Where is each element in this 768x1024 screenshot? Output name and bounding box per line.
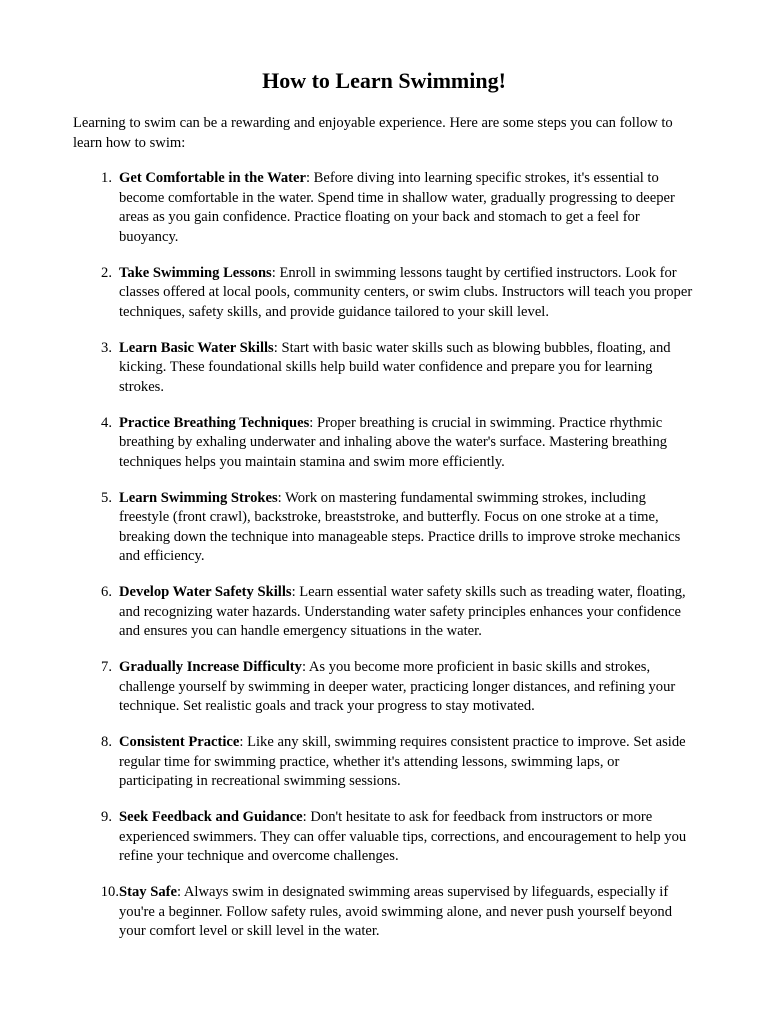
step-text: : Don't hesitate to ask for feedback from instructors or more experienced swimmers. They can offer valuable tips, corrections, and encouragement to help you refine your technique and overcome challenges. xyxy=(119,809,687,864)
step-text: : Proper breathing is crucial in swimming. Practice rhythmic breathing by exhaling underwater and inhaling above the water's surface. Mastering breathing techniques helps you maintain stamina and swim more efficiently. xyxy=(119,414,668,470)
step-title: Learn Swimming Strokes xyxy=(119,489,278,506)
step-number: 4. xyxy=(101,414,112,431)
step-title: Take Swimming Lessons xyxy=(119,264,272,281)
step-title: Practice Breathing Techniques xyxy=(119,414,310,431)
step-text: : Start with basic water skills such as blowing bubbles, floating, and kicking. These foundational skills help build water confidence and prepare you for learning strokes. xyxy=(119,339,671,395)
step-title: Seek Feedback and Guidance xyxy=(119,809,303,825)
list-item xyxy=(73,264,695,323)
list-item xyxy=(73,169,695,247)
step-text: : Enroll in swimming lessons taught by certified instructors. Look for classes offered at local pools, community centers, or swim clubs. Instructors will teach you proper techniques, safety skills, and provide guidance tailored to your skill level. xyxy=(119,264,693,320)
step-text: : Before diving into learning specific strokes, it's essential to become comfortable in the water. Spend time in shallow water, gradually progressing to deeper areas as you gain confidence. Practice floating on your back and stomach to get a feel for buoyancy. xyxy=(119,170,675,245)
step-title: Learn Basic Water Skills xyxy=(119,339,274,356)
steps-list xyxy=(73,169,695,942)
list-item xyxy=(73,733,695,792)
step-number: 3. xyxy=(101,339,112,356)
list-item xyxy=(73,414,695,473)
list-item xyxy=(73,808,695,867)
step-title: Get Comfortable in the Water xyxy=(119,170,306,186)
page-title: How to Learn Swimming! xyxy=(262,68,506,93)
list-item xyxy=(73,489,695,567)
step-number: 9. xyxy=(101,809,112,825)
intro-paragraph: Learning to swim can be a rewarding and enjoyable experience. Here are some steps you can follow to learn how to swim: xyxy=(73,115,673,151)
step-title: Stay Safe xyxy=(119,884,177,900)
step-text: : Work on mastering fundamental swimming strokes, including freestyle (front crawl), backstroke, breaststroke, and butterfly. Focus on one stroke at a time, breaking down the technique into manageable steps. Practice drills to improve stroke mechanics and efficiency. xyxy=(119,489,681,564)
step-number: 6. xyxy=(101,584,112,600)
step-number: 1. xyxy=(101,170,112,186)
step-number: 8. xyxy=(101,734,112,750)
step-number: 7. xyxy=(101,659,112,675)
step-number: 5. xyxy=(101,489,112,506)
step-title: Develop Water Safety Skills xyxy=(119,584,292,600)
step-number: 2. xyxy=(101,264,112,281)
list-item xyxy=(73,339,695,398)
step-title: Consistent Practice xyxy=(119,734,240,750)
step-text: : Like any skill, swimming requires consistent practice to improve. Set aside regular time for swimming practice, whether it's attending lessons, swimming laps, or participating in recreational swimming sessions. xyxy=(119,734,686,789)
step-text: : Always swim in designated swimming areas supervised by lifeguards, especially if you're a beginner. Follow safety rules, avoid swimming alone, and never push yourself beyond your comfort level or skill level in the water. xyxy=(119,884,673,939)
step-number: 10. xyxy=(100,884,119,900)
step-text: : Learn essential water safety skills such as treading water, floating, and recognizing water hazards. Understanding water safety principles enhances your confidence and ensures you can handle emergency situations in the water. xyxy=(119,584,686,639)
list-item xyxy=(73,883,695,942)
list-item xyxy=(73,658,695,717)
step-title: Gradually Increase Difficulty xyxy=(119,659,302,675)
step-text: : As you become more proficient in basic skills and strokes, challenge yourself by swimming in deeper water, practicing longer distances, and refining your technique. Set realistic goals and track your progress to stay motivated. xyxy=(119,659,676,714)
list-item xyxy=(73,583,695,642)
